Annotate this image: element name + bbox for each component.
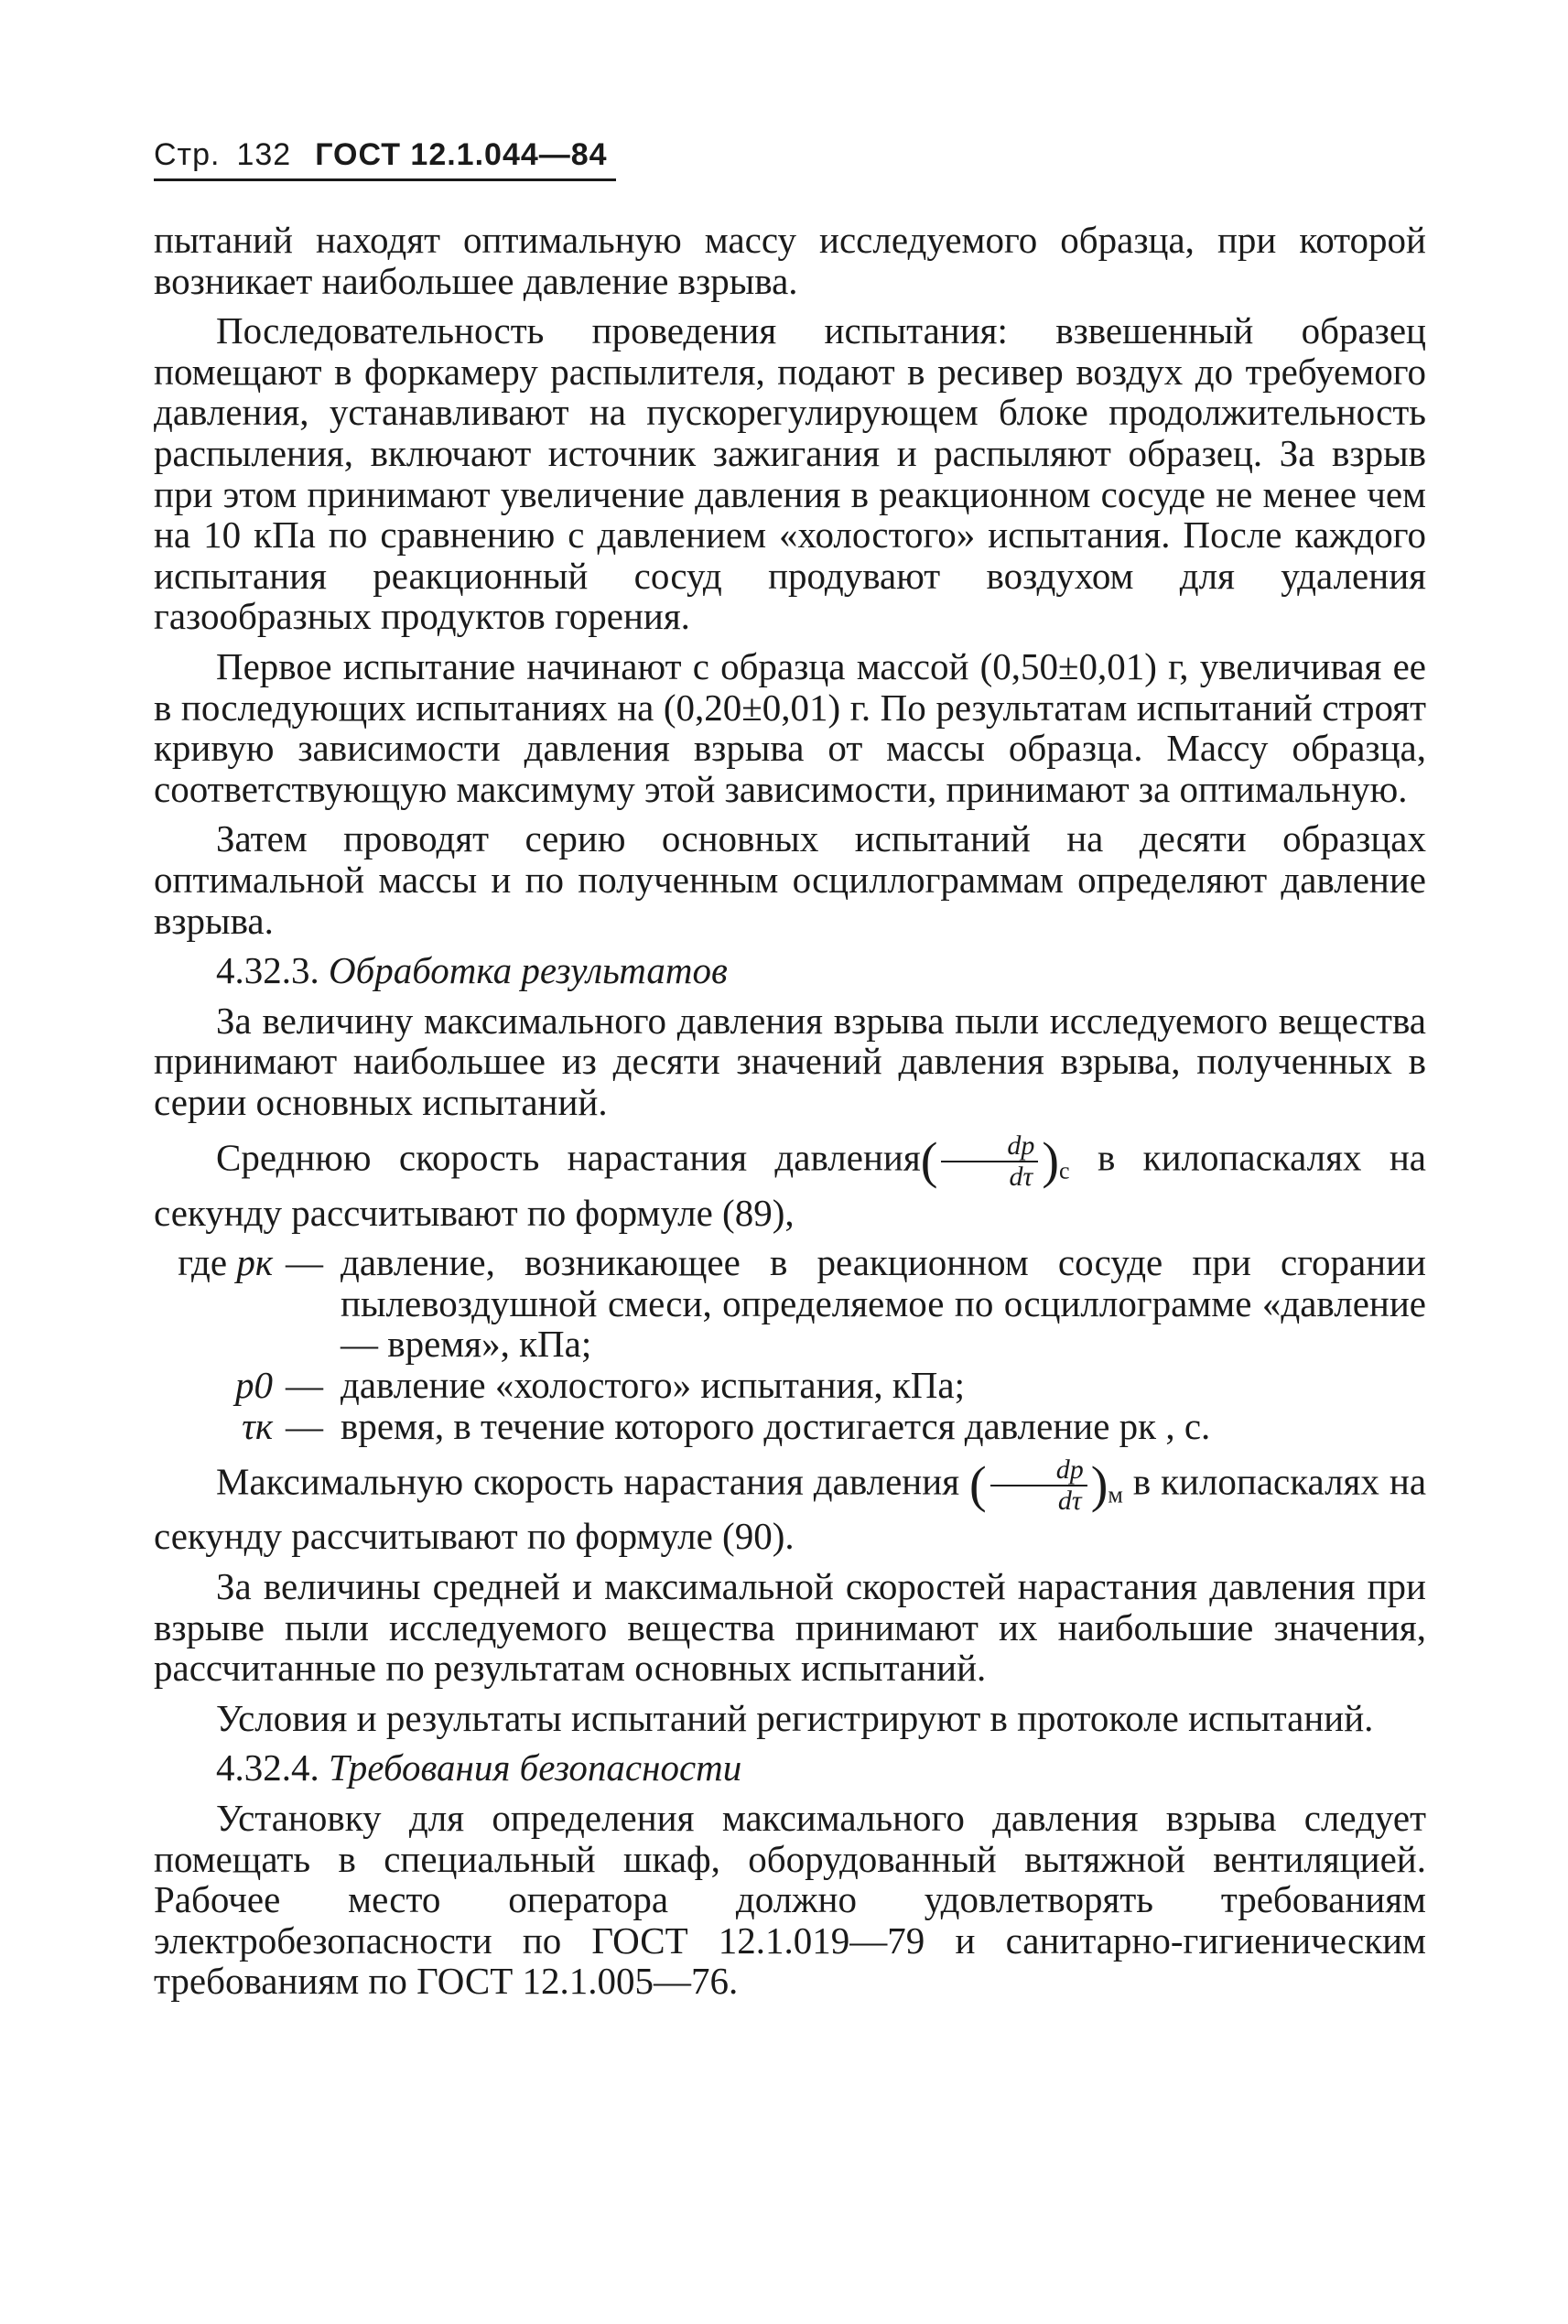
paragraph-8: За величины средней и максимальной скоростей нарастания давления при взрыве пыли исследуемого вещества принимают их наибольшие значения, рассчитанные по результатам основных испытаний. [154, 1565, 1426, 1690]
symbol-pk: pк [236, 1241, 273, 1284]
definition-dash: — [286, 1364, 323, 1407]
paren-close: ) [1042, 1133, 1060, 1191]
definitions-list [154, 1242, 1426, 1446]
page-label: Стр. [154, 137, 221, 172]
definition-dash: — [286, 1241, 323, 1284]
paren-open: ( [920, 1133, 938, 1191]
section-heading-safety [154, 1747, 1426, 1789]
fraction-denominator: dτ [1009, 1162, 1033, 1193]
section-number: 4.32.4. [216, 1746, 319, 1789]
definition-text: давление, возникающее в реакционном сосуде при сгорании пылевоздушной смеси, определяемое по осциллограмме «давление — время», кПа; [341, 1241, 1426, 1366]
paragraph-3: Первое испытание начинают с образца массой (0,50±0,01) г, увеличивая ее в последующих испытаниях на (0,20±0,01) г. По результатам испытаний строят кривую зависимости давления взрыва от массы образца. Массу образца, соответствующую максимуму этой зависимости, принимают за оптимальную. [154, 644, 1426, 810]
max-rate-text: Максимальную скорость нарастания давления [216, 1460, 960, 1503]
paragraph-1: пытаний находят оптимальную массу исследуемого образца, при которой возникает наибольшее давление взрыва. [154, 219, 1426, 302]
definition-pk [154, 1242, 1426, 1365]
paragraph-2: Последовательность проведения испытания: взвешенный образец помещают в форкамеру распылителя, подают в ресивер воздух до требуемого давления, устанавливают на пускорегулирующем блоке продолжительность распыления, включают источник зажигания и распыляют образец. За взрыв при этом принимают увеличение давления в реакционном сосуде не менее чем на 10 кПа по сравнению с давлением «холостого» испытания. После каждого испытания реакционный сосуд продувают воздухом для удаления газообразных продуктов горения. [154, 309, 1426, 638]
subscript-m: м [1108, 1481, 1123, 1508]
definition-tk [154, 1406, 1426, 1447]
where-word: где [178, 1241, 228, 1284]
page-number: 132 [236, 137, 292, 172]
paragraph-6 [154, 1131, 1426, 1233]
avg-rate-text: Среднюю скорость нарастания давления [216, 1136, 921, 1179]
paragraph-4: Затем проводят серию основных испытаний на десяти образцах оптимальной массы и по полученным осциллограммам определяют давление взрыва. [154, 817, 1426, 942]
definition-text: время, в течение которого достигается давление pк , с. [341, 1404, 1211, 1447]
section-title: Обработка результатов [329, 949, 728, 992]
paragraph-7 [154, 1455, 1426, 1557]
avg-rate-text-cont: в килопаскалях на секунду рассчитывают по формуле (89), [154, 1136, 1426, 1234]
fraction-denominator: dτ [1057, 1486, 1082, 1517]
fraction-numerator: dp [941, 1131, 1038, 1162]
section-heading-processing [154, 950, 1426, 991]
symbol-p0: p0 [235, 1364, 273, 1407]
fraction-numerator: dp [990, 1455, 1087, 1486]
subscript-c: с [1059, 1158, 1070, 1185]
formula-fraction-max [990, 1455, 1087, 1516]
page-header [154, 137, 616, 181]
definition-p0 [154, 1365, 1426, 1406]
formula-fraction-avg [941, 1131, 1038, 1192]
document-body [154, 220, 1426, 2011]
max-rate-text-cont: в килопаскалях на секунду рассчитывают по формуле (90). [154, 1460, 1427, 1558]
standard-code: ГОСТ 12.1.044—84 [315, 137, 608, 172]
paren-close: ) [1090, 1456, 1108, 1514]
section-title: Требования безопасности [329, 1746, 742, 1789]
section-number: 4.32.3. [216, 949, 319, 992]
symbol-tk: τк [242, 1404, 273, 1447]
paragraph-5: За величину максимального давления взрыва пыли исследуемого вещества принимают наибольшее из десяти значений давления взрыва, полученных в серии основных испытаний. [154, 999, 1426, 1123]
paren-open: ( [969, 1456, 987, 1514]
definition-text: давление «холостого» испытания, кПа; [341, 1364, 965, 1407]
paragraph-10: Установку для определения максимального давления взрыва следует помещать в специальный шкаф, оборудованный вытяжной вентиляцией. Рабочее место оператора должно удовлетворять требованиям электробезопасности по ГОСТ 12.1.019—79 и санитарно-гигиеническим требованиям по ГОСТ 12.1.005—76. [154, 1796, 1426, 2003]
paragraph-9: Условия и результаты испытаний регистрируют в протоколе испытаний. [216, 1696, 1374, 1739]
definition-dash: — [286, 1404, 323, 1447]
definition-symbol [154, 1242, 286, 1365]
